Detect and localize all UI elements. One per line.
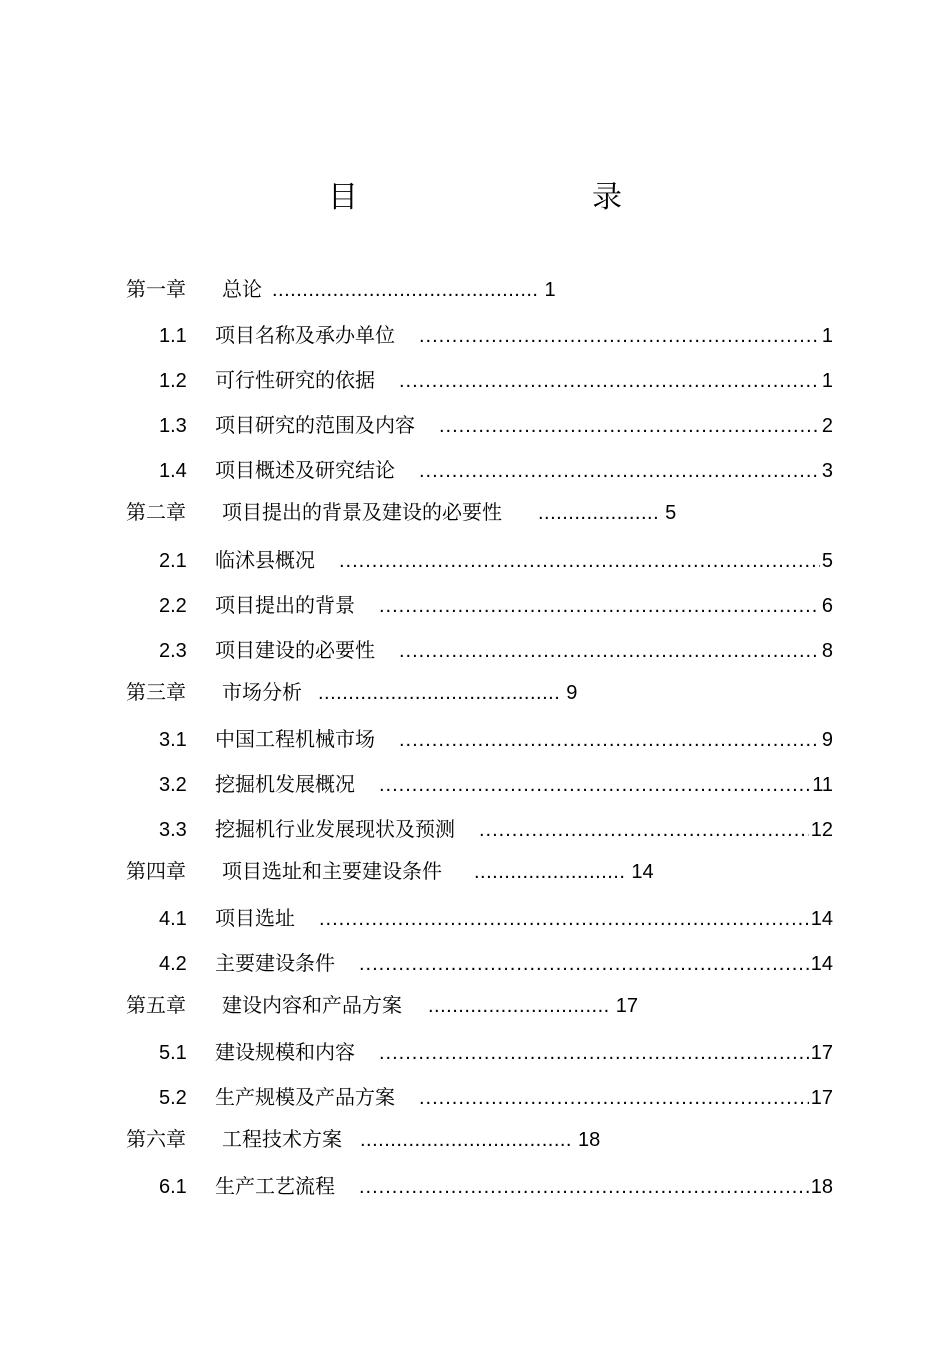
dot-leader	[479, 817, 809, 843]
toc-chapter-1[interactable]	[126, 276, 556, 303]
toc-section-2-1[interactable]	[159, 547, 833, 574]
dot-leader	[419, 1085, 809, 1111]
chapter-label: 第六章	[126, 1127, 186, 1151]
page-title: 目 录	[328, 180, 680, 215]
section-number: 1.3	[159, 415, 187, 437]
dot-leader	[359, 951, 809, 977]
page-number: 1	[821, 325, 833, 347]
page-number: 17	[615, 995, 638, 1017]
section-title: 项目研究的范围及内容	[215, 413, 415, 437]
section-number: 2.3	[159, 640, 187, 662]
chapter-title: 项目提出的背景及建设的必要性	[222, 500, 502, 524]
section-title: 项目概述及研究结论	[215, 458, 395, 482]
section-number: 5.2	[159, 1087, 187, 1109]
section-title: 项目选址	[215, 906, 295, 930]
section-title: 项目提出的背景	[215, 593, 355, 617]
dot-leader	[359, 1174, 809, 1200]
toc-chapter-2[interactable]	[126, 499, 676, 526]
chapter-label: 第一章	[126, 277, 186, 301]
toc-chapter-6[interactable]	[126, 1126, 600, 1153]
section-title: 挖掘机行业发展现状及预测	[215, 817, 455, 841]
section-title: 挖掘机发展概况	[215, 772, 355, 796]
chapter-title: 项目选址和主要建设条件	[222, 859, 442, 883]
section-title: 项目名称及承办单位	[215, 323, 395, 347]
dot-leader	[419, 323, 820, 349]
dot-leader	[379, 593, 820, 619]
section-number: 3.3	[159, 819, 187, 841]
toc-chapter-3[interactable]	[126, 679, 577, 706]
section-number: 4.2	[159, 953, 187, 975]
toc-section-5-2[interactable]	[159, 1084, 833, 1111]
chapter-label: 第四章	[126, 859, 186, 883]
toc-section-4-1[interactable]	[159, 905, 833, 932]
toc-section-3-3[interactable]	[159, 816, 833, 843]
section-number: 5.1	[159, 1042, 187, 1064]
toc-section-2-2[interactable]	[159, 592, 833, 619]
toc-section-1-3[interactable]	[159, 412, 833, 439]
chapter-title: 建设内容和产品方案	[222, 993, 402, 1017]
page-number: 17	[810, 1087, 833, 1109]
toc-section-1-1[interactable]	[159, 322, 833, 349]
dot-leader	[399, 368, 820, 394]
dot-leader	[419, 458, 820, 484]
toc-section-3-2[interactable]	[159, 771, 833, 798]
section-number: 1.1	[159, 325, 187, 347]
page-number: 3	[821, 460, 833, 482]
dot-leader	[399, 727, 820, 753]
toc-section-4-2[interactable]	[159, 950, 833, 977]
page-number: 14	[631, 861, 654, 883]
page-number: 18	[577, 1129, 601, 1151]
page-number: 14	[810, 953, 833, 975]
page-number: 5	[665, 502, 677, 524]
page-number: 11	[812, 774, 833, 796]
dot-leader: ............................................	[272, 279, 539, 301]
toc-section-2-3[interactable]	[159, 637, 833, 664]
section-number: 1.4	[159, 460, 187, 482]
toc-section-1-4[interactable]	[159, 457, 833, 484]
section-title: 项目建设的必要性	[215, 638, 375, 662]
dot-leader: ........................................	[318, 682, 561, 704]
page-number: 1	[544, 279, 556, 301]
page-number: 2	[821, 415, 833, 437]
dot-leader	[339, 548, 820, 574]
section-number: 3.1	[159, 729, 187, 751]
section-number: 2.2	[159, 595, 187, 617]
toc-section-1-2[interactable]	[159, 367, 833, 394]
chapter-title: 市场分析	[222, 680, 302, 704]
dot-leader: ..............................	[428, 995, 610, 1017]
page-number: 5	[821, 550, 833, 572]
dot-leader: ....................	[538, 502, 660, 524]
section-number: 3.2	[159, 774, 187, 796]
dot-leader	[399, 638, 820, 664]
section-title: 主要建设条件	[215, 951, 335, 975]
page-number: 14	[810, 908, 833, 930]
page-number: 18	[810, 1176, 833, 1198]
section-title: 临沭县概况	[215, 548, 315, 572]
chapter-title: 工程技术方案	[222, 1127, 342, 1151]
toc-chapter-4[interactable]	[126, 858, 654, 885]
dot-leader	[379, 1040, 809, 1066]
dot-leader	[319, 906, 809, 932]
section-number: 6.1	[159, 1176, 187, 1198]
chapter-label: 第五章	[126, 993, 186, 1017]
chapter-title: 总论	[222, 277, 262, 301]
section-number: 4.1	[159, 908, 187, 930]
dot-leader: ...................................	[360, 1129, 572, 1151]
section-title: 中国工程机械市场	[215, 727, 375, 751]
page-number: 17	[810, 1042, 833, 1064]
section-title: 建设规模和内容	[215, 1040, 355, 1064]
page-number: 6	[821, 595, 833, 617]
toc-section-6-1[interactable]	[159, 1173, 833, 1200]
section-number: 1.2	[159, 370, 187, 392]
dot-leader	[379, 772, 810, 798]
page-number: 8	[821, 640, 833, 662]
section-title: 生产规模及产品方案	[215, 1085, 395, 1109]
page-number: 9	[821, 729, 833, 751]
chapter-label: 第二章	[126, 500, 186, 524]
section-title: 生产工艺流程	[215, 1174, 335, 1198]
section-number: 2.1	[159, 550, 187, 572]
toc-chapter-5[interactable]	[126, 992, 638, 1019]
dot-leader	[439, 413, 820, 439]
page-number: 1	[821, 370, 833, 392]
toc-section-5-1[interactable]	[159, 1039, 833, 1066]
section-title: 可行性研究的依据	[215, 368, 375, 392]
chapter-label: 第三章	[126, 680, 186, 704]
page-number: 12	[810, 819, 833, 841]
toc-section-3-1[interactable]	[159, 726, 833, 753]
page-number: 9	[566, 682, 578, 704]
dot-leader: .........................	[474, 861, 626, 883]
